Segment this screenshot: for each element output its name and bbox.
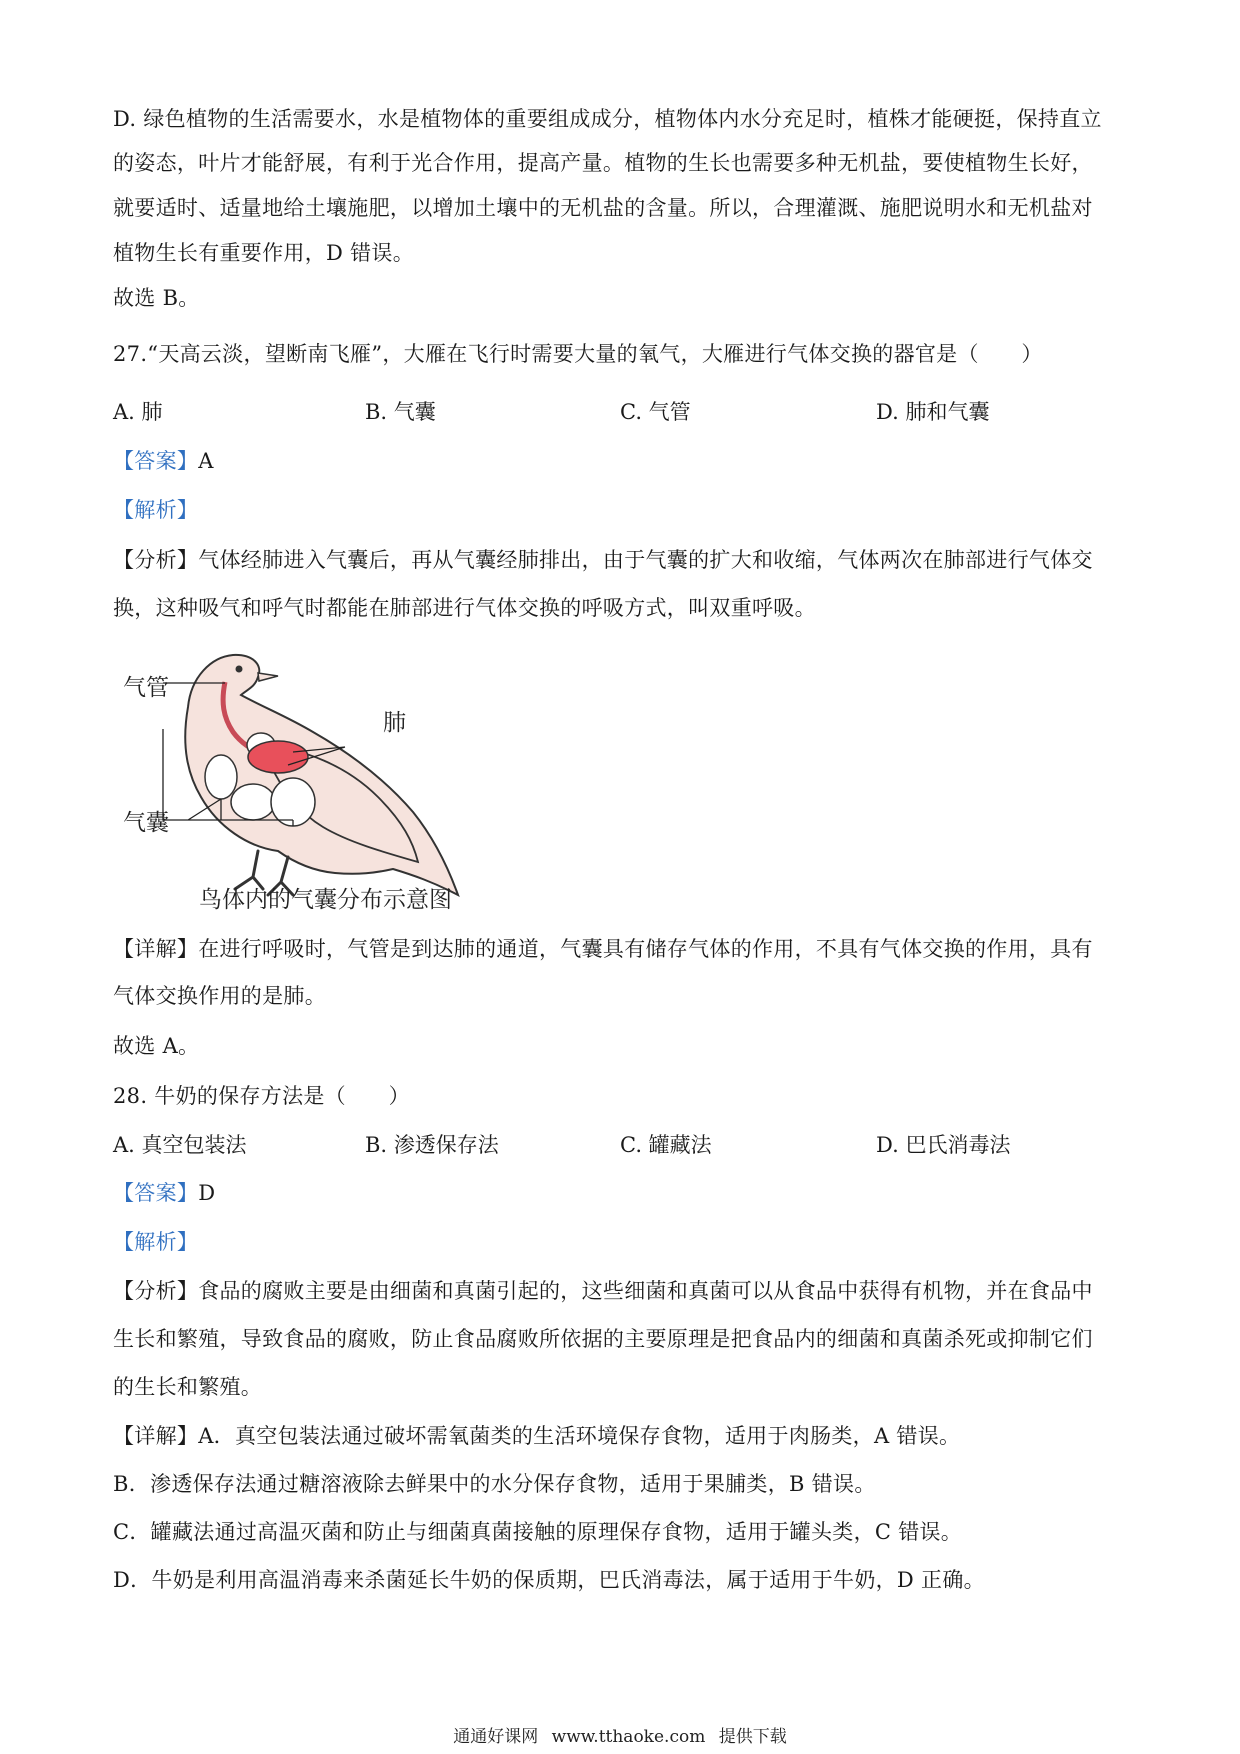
answer-value: A <box>198 449 214 473</box>
air-sac-1 <box>205 755 237 799</box>
xiangjie-text: 在进行呼吸时，气管是到达肺的通道，气囊具有储存气体的作用，不具有气体交换的作用，具有 <box>198 937 1093 961</box>
q27-answer <box>113 446 1133 476</box>
q28-option-d: D. 巴氏消毒法 <box>876 1133 1011 1157</box>
q28-fenxi-line-1 <box>113 1276 1133 1306</box>
prev-explanation-line-2: 的姿态，叶片才能舒展，有利于光合作用，提高产量。植物的生长也需要多种无机盐，要使植物生长好， <box>113 151 1093 175</box>
q27-stem: 27.“天高云淡，望断南飞雁”，大雁在飞行时需要大量的氧气，大雁进行气体交换的器官是（ ） <box>113 342 1043 366</box>
q28-fenxi-line-3: 的生长和繁殖。 <box>113 1375 263 1399</box>
q28-jiexi-tag: 【解析】 <box>113 1230 199 1254</box>
q27-option-c: C. 气管 <box>620 400 691 424</box>
q28-line-b: B．渗透保存法通过糖溶液除去鲜果中的水分保存食物，适用于果脯类，B 错误。 <box>113 1472 876 1496</box>
answer-value: D <box>198 1181 216 1205</box>
fenxi-text: 食品的腐败主要是由细菌和真菌引起的，这些细菌和真菌可以从食品中获得有机物，并在食品中 <box>198 1279 1093 1303</box>
prev-conclusion: 故选 B。 <box>113 286 200 310</box>
q28-line-c: C．罐藏法通过高温灭菌和防止与细菌真菌接触的原理保存食物，适用于罐头类，C 错误。 <box>113 1520 963 1544</box>
prev-explanation-line-3: 就要适时、适量地给土壤施肥，以增加土壤中的无机盐的含量。所以，合理灌溉、施肥说明水和无机盐对 <box>113 196 1093 220</box>
q28-fenxi-line-2: 生长和繁殖，导致食品的腐败，防止食品腐败所依据的主要原理是把食品内的细菌和真菌杀死或抑制它们 <box>113 1327 1093 1351</box>
label-lung: 肺 <box>383 710 406 736</box>
q27-xiangjie-line-1 <box>113 934 1133 964</box>
bird-eye <box>236 666 243 673</box>
bird-lung <box>248 741 308 773</box>
bird-airsac-figure <box>113 637 473 912</box>
label-trachea: 气管 <box>123 675 169 701</box>
q27-xiangjie-line-2: 气体交换作用的是肺。 <box>113 984 326 1008</box>
q28-option-a: A. 真空包装法 <box>113 1133 247 1157</box>
figure-caption: 鸟体内的气囊分布示意图 <box>199 887 452 913</box>
fenxi-text: 气体经肺进入气囊后，再从气囊经肺排出，由于气囊的扩大和收缩，气体两次在肺部进行气体交 <box>198 548 1093 572</box>
xiangjie-text: A．真空包装法通过破坏需氧菌类的生活环境保存食物，适用于肉肠类，A 错误。 <box>198 1424 961 1448</box>
q27-option-b: B. 气囊 <box>365 400 436 424</box>
air-sac-2 <box>231 784 275 820</box>
q27-fenxi-line-2: 换，这种吸气和呼气时都能在肺部进行气体交换的呼吸方式，叫双重呼吸。 <box>113 596 816 620</box>
q28-line-d: D．牛奶是利用高温消毒来杀菌延长牛奶的保质期，巴氏消毒法，属于适用于牛奶，D 正确。 <box>113 1568 985 1592</box>
footer-url[interactable]: www.tthaoke.com <box>551 1727 706 1747</box>
label-airsac: 气囊 <box>123 810 169 836</box>
q28-xiangjie-a <box>113 1421 1133 1451</box>
xiangjie-tag: 【详解】 <box>113 1424 199 1448</box>
q28-answer <box>113 1178 1133 1208</box>
air-sac-3 <box>271 778 315 826</box>
fenxi-tag: 【分析】 <box>113 548 199 572</box>
q27-option-d: D. 肺和气囊 <box>876 400 990 424</box>
q28-stem: 28. 牛奶的保存方法是（ ） <box>113 1084 410 1108</box>
answer-tag: 【答案】 <box>113 1181 199 1205</box>
footer-note: 提供下载 <box>718 1727 787 1747</box>
q27-fenxi-line-1 <box>113 545 1133 575</box>
q28-option-c: C. 罐藏法 <box>620 1133 712 1157</box>
xiangjie-tag: 【详解】 <box>113 937 199 961</box>
answer-tag: 【答案】 <box>113 449 199 473</box>
fenxi-tag: 【分析】 <box>113 1279 199 1303</box>
q27-jiexi-tag: 【解析】 <box>113 498 199 522</box>
q27-option-a: A. 肺 <box>113 400 163 424</box>
q27-conclusion: 故选 A。 <box>113 1034 200 1058</box>
q28-option-b: B. 渗透保存法 <box>365 1133 499 1157</box>
page-footer <box>0 1722 1240 1747</box>
prev-explanation-line-1: D. 绿色植物的生活需要水，水是植物体的重要组成成分，植物体内水分充足时，植株才能硬挺，保持直立 <box>113 107 1102 131</box>
footer-site-name: 通通好课网 <box>453 1727 539 1747</box>
prev-explanation-line-4: 植物生长有重要作用，D 错误。 <box>113 241 415 265</box>
bird-beak <box>258 673 278 681</box>
